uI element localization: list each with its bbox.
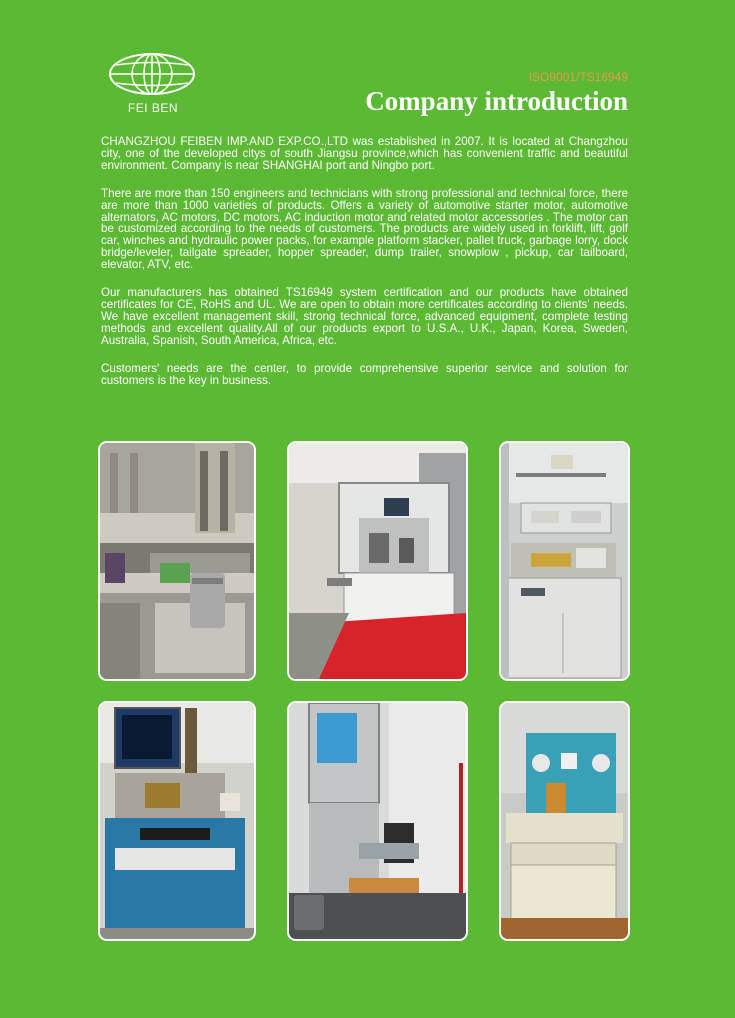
paragraph-3: Our manufacturers has obtained TS16949 system certification and our products have obtained certificates for CE, RoHS and UL. We are open to obtain more certificates according to clients' needs. We have excellent management skill, strong technical force, advanced equipment, complete testing methods and excellent quality.All of our products export to U.S.A., U.K., Japan, Korea, Sweden, Australia, Spanish, South America, Africa, etc. (101, 286, 628, 347)
photo-control-cabinet (499, 701, 630, 941)
page-title: Company introduction (365, 86, 628, 116)
paragraph-4: Customers' needs are the center, to provide comprehensive superior service and solution for customers is the key in business. (101, 361, 628, 387)
globe-icon (104, 50, 200, 100)
photo-workshop (98, 441, 256, 681)
logo-text: FEI BEN (127, 101, 179, 115)
paragraph-2: There are more than 150 engineers and technicians with strong professional and technical force, there are more than 1000 varieties of products. Offers a variety of automotive starter motor, automotive alternators, AC motors, DC motors, AC induction motor and related motor accessories . The motor can be customized according to the needs of customers. The products are widely used in forklift, lift, golf car, winches and hydraulic power packs, for example platform stacker, pallet truck, garbage lorry, dock bridge/leveler, tailgate spreader, hopper spreader, dump trailer, snowplow , pickup, car tailboard, elevator, ATV, etc. (101, 186, 628, 272)
photo-test-bench (499, 441, 630, 681)
paragraph-1: CHANGZHOU FEIBEN IMP.AND EXP.CO.,LTD was established in 2007. It is located at Changzhou city, one of the developed citys of south Jiangsu province,which has convenient traffic and beautiful environment. Company is near SHANGHAI port and Ningbo port. (101, 135, 628, 172)
photo-blue-tester (98, 701, 256, 941)
photo-machine (287, 441, 468, 681)
company-logo (104, 50, 200, 122)
intro-text (101, 136, 628, 402)
certification-label: ISO9001/TS16949 (528, 70, 628, 84)
photo-motor-rig (287, 701, 468, 941)
